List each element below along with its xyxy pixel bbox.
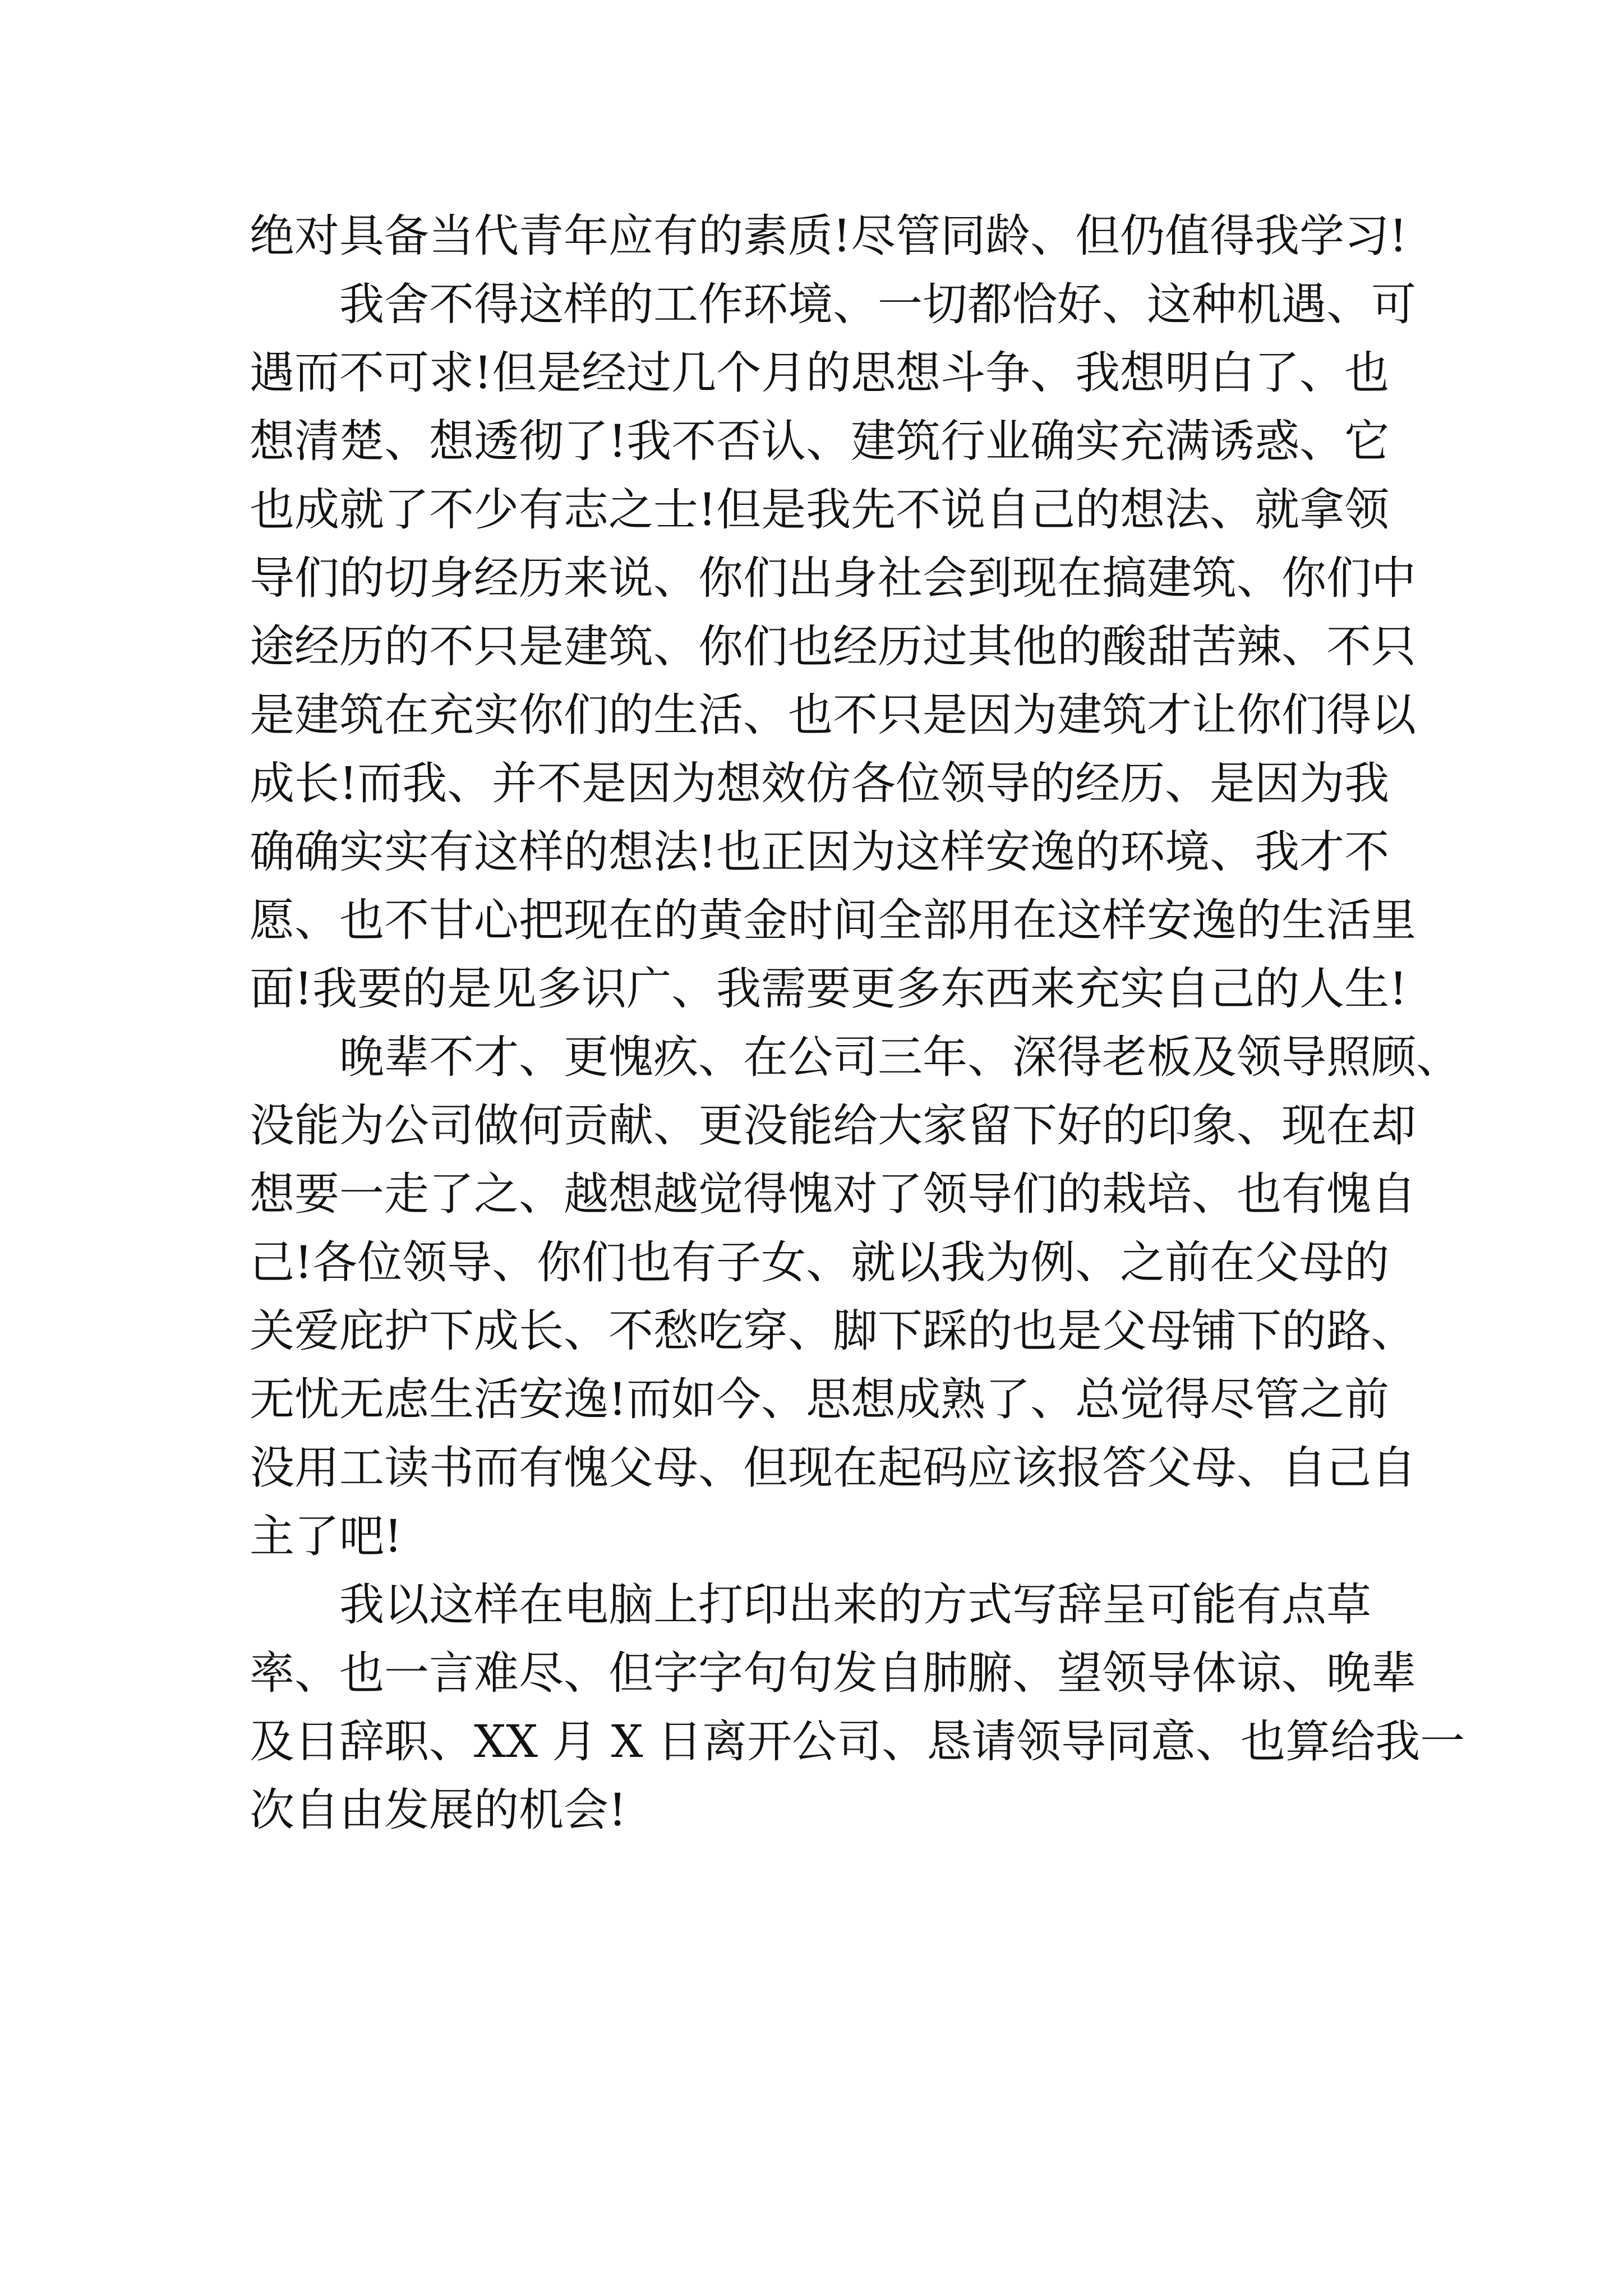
text-line: 遇而不可求!但是经过几个月的思想斗争、我想明白了、也 — [250, 347, 1390, 399]
text-line: 我以这样在电脑上打印出来的方式写辞呈可能有点草 — [250, 1579, 1371, 1631]
text-line: 没能为公司做何贡献、更没能给大家留下好的印象、现在却 — [250, 1099, 1416, 1152]
text-line: 关爱庇护下成长、不愁吃穿、脚下踩的也是父母铺下的路、 — [250, 1305, 1416, 1357]
resignation-letter-body — [250, 202, 1465, 1844]
text-line: 己!各位领导、你们也有子女、就以我为例、之前在父母的 — [250, 1236, 1390, 1289]
text-line: 晚辈不才、更愧疚、在公司三年、深得老板及领导照顾、 — [250, 1031, 1461, 1083]
text-line: 没用工读书而有愧父母、但现在起码应该报答父母、自己自 — [250, 1442, 1416, 1494]
text-line: 及日辞职、XX 月 X 日离开公司、恳请领导同意、也算给我一 — [250, 1715, 1465, 1768]
text-line: 主了吧! — [250, 1510, 403, 1562]
text-line: 想要一走了之、越想越觉得愧对了领导们的栽培、也有愧自 — [250, 1168, 1416, 1220]
text-line: 成长!而我、并不是因为想效仿各位领导的经历、是因为我 — [250, 757, 1390, 809]
text-line: 率、也一言难尽、但字字句句发自肺腑、望领导体谅、晚辈 — [250, 1647, 1416, 1699]
text-line: 想清楚、想透彻了!我不否认、建筑行业确实充满诱惑、它 — [250, 415, 1390, 467]
text-line: 次自由发展的机会! — [250, 1784, 627, 1836]
text-line: 绝对具备当代青年应有的素质!尽管同龄、但仍值得我学习! — [250, 210, 1408, 262]
text-line: 途经历的不只是建筑、你们也经历过其他的酸甜苦辣、不只 — [250, 620, 1416, 673]
text-line: 我舍不得这样的工作环境、一切都恰好、这种机遇、可 — [250, 278, 1416, 330]
text-line: 无忧无虑生活安逸!而如今、思想成熟了、总觉得尽管之前 — [250, 1373, 1390, 1425]
text-line: 是建筑在充实你们的生活、也不只是因为建筑才让你们得以 — [250, 689, 1416, 741]
text-line: 面!我要的是见多识广、我需要更多东西来充实自己的人生! — [250, 963, 1408, 1015]
text-line: 导们的切身经历来说、你们出身社会到现在搞建筑、你们中 — [250, 552, 1416, 604]
text-line: 愿、也不甘心把现在的黄金时间全部用在这样安逸的生活里 — [250, 894, 1416, 946]
text-line: 也成就了不少有志之士!但是我先不说自己的想法、就拿领 — [250, 484, 1390, 536]
text-line: 确确实实有这样的想法!也正因为这样安逸的环境、我才不 — [250, 826, 1390, 878]
